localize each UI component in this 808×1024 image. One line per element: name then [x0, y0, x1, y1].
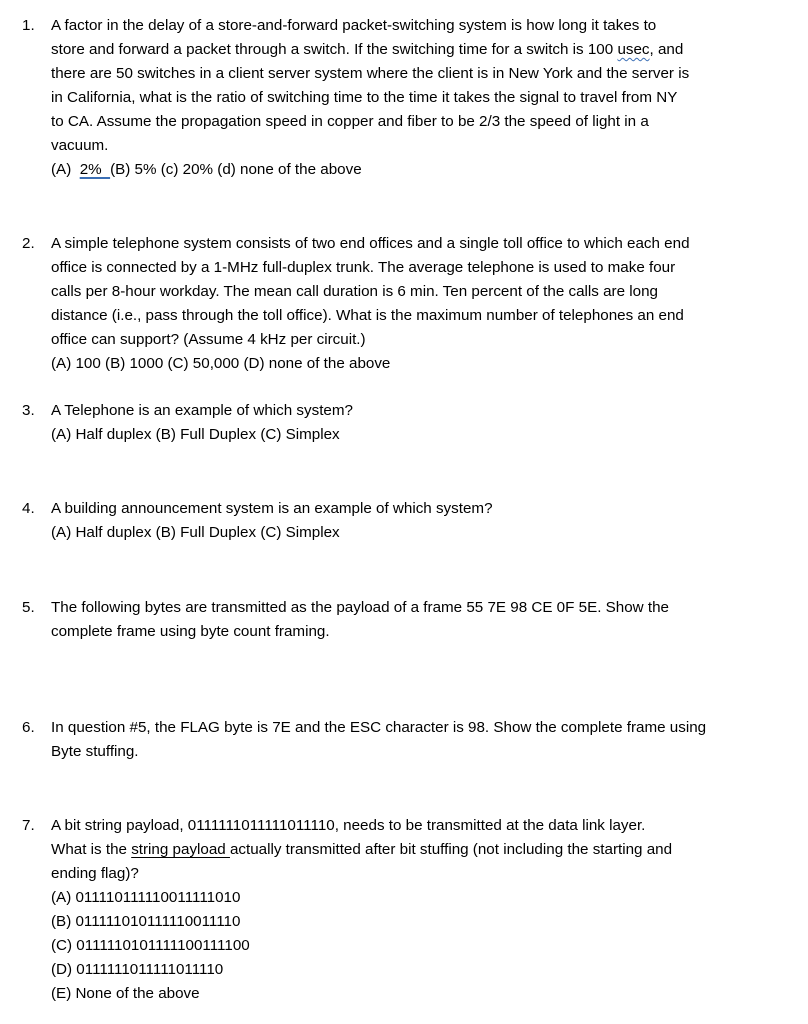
underlined-phrase: string payload — [131, 841, 230, 858]
answer-option: (A) 011110111110011111010 — [51, 889, 241, 906]
answer-options: (A) Half duplex (B) Full Duplex (C) Simplex — [51, 524, 340, 541]
answer-option: (C) 0111110101111100111100 — [51, 937, 250, 954]
question-7 — [22, 814, 762, 1006]
spellcheck-word: usec — [617, 41, 650, 58]
answer-options: (A) 2% (B) 5% (c) 20% (d) none of the above — [51, 161, 362, 178]
question-number: 1. — [22, 17, 35, 34]
question-2 — [22, 232, 762, 376]
question-number: 3. — [22, 402, 35, 419]
question-4 — [22, 497, 762, 545]
question-number: 2. — [22, 235, 35, 252]
answer-option: (D) 0111111011111011110 — [51, 961, 224, 978]
question-text: A simple telephone system consists of two end offices and a single toll office to which each end office is connected by a 1-MHz full-duplex trunk. The average telephone is used to make four calls per 8-hour workday. The mean call duration is 6 min. Ten percent of the calls are long distance (i.e., pass through the toll office). What is the maximum number of telephones an end office can support? (Assume 4 kHz per circuit.) (A) 100 (B) 1000 (C) 50,000 (D) none of the above — [51, 232, 762, 376]
question-1 — [22, 14, 762, 182]
answer-options: (A) 100 (B) 1000 (C) 50,000 (D) none of the above — [51, 355, 391, 372]
question-text: A bit string payload, 0111111011111011110, needs to be transmitted at the data link layer. What is the string payload actually transmitted after bit stuffing (not including the starting and ending flag)? (A) 011110111110011111010 (B) 011111010111110011110 (C) 0111110101111100111100 (D) 0111111011111011110 (E) None of the above — [51, 814, 762, 1006]
answer-option: (B) 011111010111110011110 — [51, 913, 241, 930]
question-6 — [22, 716, 762, 764]
question-text: A building announcement system is an example of which system? (A) Half duplex (B) Full Duplex (C) Simplex — [51, 497, 762, 545]
answer-option: (E) None of the above — [51, 985, 200, 1002]
question-3 — [22, 399, 762, 447]
question-text: In question #5, the FLAG byte is 7E and the ESC character is 98. Show the complete frame using Byte stuffing. — [51, 719, 707, 760]
question-number: 6. — [22, 719, 35, 736]
question-number: 5. — [22, 599, 35, 616]
answer-options: (A) Half duplex (B) Full Duplex (C) Simplex — [51, 426, 340, 443]
marked-answer: 2% — [79, 161, 111, 178]
question-5 — [22, 596, 762, 644]
question-number: 7. — [22, 817, 35, 834]
question-text: A Telephone is an example of which system? (A) Half duplex (B) Full Duplex (C) Simplex — [51, 399, 762, 447]
question-number: 4. — [22, 500, 35, 517]
question-text: A factor in the delay of a store-and-forward packet-switching system is how long it takes to store and forward a packet through a switch. If the switching time for a switch is 100 usec, and there are 50 switches in a client server system where the client is in New York and the server is in California, what is the ratio of switching time to the time it takes the signal to travel from NY to CA. Assume the propagation speed in copper and fiber to be 2/3 the speed of light in a vacuum. (A) 2% (B) 5% (c) 20% (d) none of the above — [51, 14, 762, 182]
question-text: The following bytes are transmitted as the payload of a frame 55 7E 98 CE 0F 5E. Show the complete frame using byte count framing. — [51, 599, 669, 640]
